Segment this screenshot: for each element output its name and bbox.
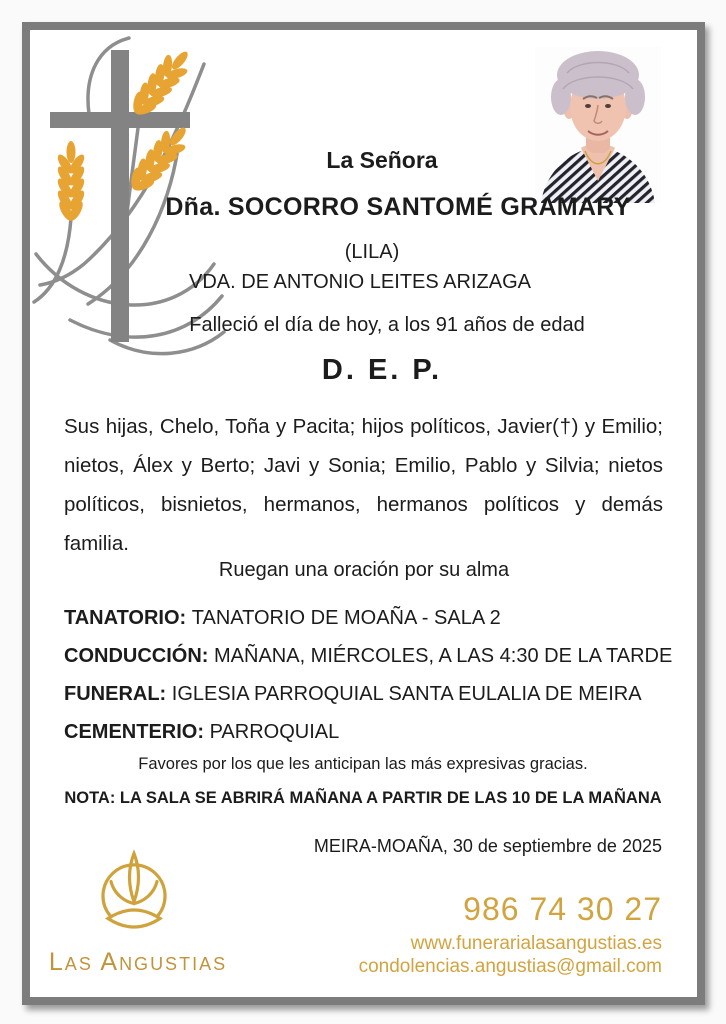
family-paragraph: Sus hijas, Chelo, Toña y Pacita; hijos políticos, Javier(†) y Emilio; nietos, Álex y Berto; Javi y Sonia; Emilio, Pablo y Silvia; nietos políticos, bisnietos, hermanos, hermanos políticos y demás familia. — [64, 415, 663, 555]
detail-row-conduccion — [64, 644, 692, 669]
emblem-ring — [103, 865, 165, 916]
detail-value: MAÑANA, MIÉRCOLES, A LAS 4:30 DE LA TARDE — [214, 645, 673, 667]
phone-number: 986 74 30 27 — [463, 891, 662, 927]
funeral-home-name: Las Angustias — [48, 948, 228, 976]
detail-value: IGLESIA PARROQUIAL SANTA EULALIA DE MEIRA — [171, 683, 642, 705]
note-line: NOTA: LA SALA SE ABRIRÁ MAÑANA A PARTIR DE LAS 10 DE LA MAÑANA — [64, 789, 662, 807]
deceased-portrait-photo — [535, 47, 661, 203]
death-announcement-line: Falleció el día de hoy, a los 91 años de edad — [189, 314, 585, 336]
detail-row-tanatorio — [64, 606, 692, 631]
service-details — [64, 606, 692, 758]
detail-value: PARROQUIAL — [209, 721, 340, 743]
detail-row-funeral — [64, 682, 692, 707]
emblem-leaf — [130, 854, 139, 902]
thanks-line: Favores por los que les anticipan las más expresivas gracias. — [138, 755, 588, 773]
prayer-request-line: Ruegan una oración por su alma — [218, 559, 510, 581]
email-address: condolencias.angustias@gmail.com — [358, 956, 662, 977]
dep-abbreviation: D. E. P. — [321, 354, 443, 386]
detail-label: TANATORIO: — [64, 607, 192, 629]
widow-of-line: VDA. DE ANTONIO LEITES ARIZAGA — [189, 271, 531, 293]
honorific-line: La Señora — [326, 147, 438, 173]
place-date-line: MEIRA-MOAÑA, 30 de septiembre de 2025 — [313, 836, 662, 856]
wheat-ear-icon — [55, 141, 87, 223]
emblem-eye — [108, 910, 160, 927]
detail-label: CONDUCCIÓN: — [64, 645, 214, 667]
detail-value: TANATORIO DE MOAÑA - SALA 2 — [191, 607, 501, 629]
deceased-name: Dña. SOCORRO SANTOMÉ GRAMARY — [165, 193, 631, 221]
las-angustias-emblem-icon — [84, 848, 184, 946]
detail-label: FUNERAL: — [64, 683, 172, 705]
website-url: www.funerarialasangustias.es — [410, 933, 662, 954]
detail-label: CEMENTERIO: — [64, 721, 210, 743]
contact-block — [359, 890, 662, 978]
detail-row-cementerio — [64, 720, 692, 745]
nickname-line: (LILA) — [344, 241, 400, 263]
